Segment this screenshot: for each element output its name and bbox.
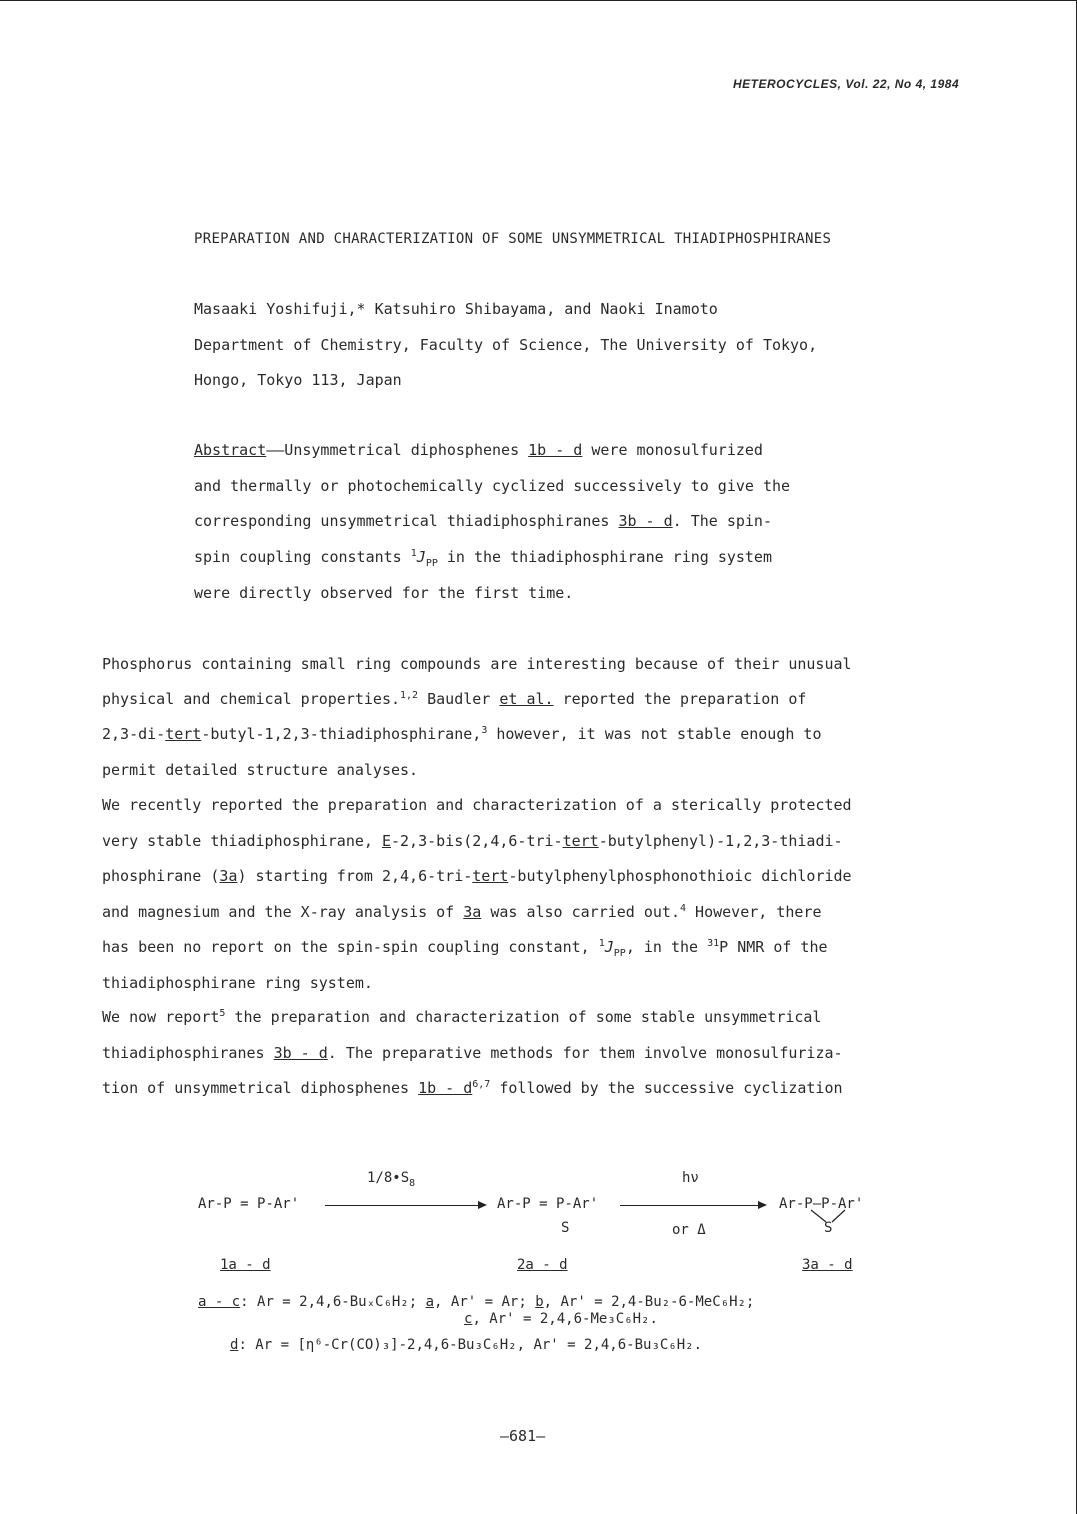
reaction-arrow-2 [620,1205,765,1206]
compound-3-sulfur: S [824,1220,833,1236]
affiliation-line-2: Hongo, Tokyo 113, Japan [194,371,402,389]
label-3a-d: 3a - d [802,1257,853,1273]
paper-title: PREPARATION AND CHARACTERIZATION OF SOME UNSYMMETRICAL THIADIPHOSPHIRANES [194,231,832,247]
compound-2: Ar-P = P-Ar' [497,1196,599,1212]
body-p3-line-2: thiadiphosphiranes 3b - d. The preparative methods for them involve monosulfuriza- [102,1044,843,1062]
abstract-line-2: and thermally or photochemically cyclized successively to give the [194,477,791,495]
definition-c: c, Ar' = 2,4,6-Me₃C₆H₂. [464,1311,658,1327]
compound-2-sulfur: S [561,1220,570,1236]
body-p1-line-2: physical and chemical properties.$^{1,2}$ Baudler et al. reported the preparation of [102,690,807,708]
page-border-top [0,0,1077,1]
definition-a-c: a - c: Ar = 2,4,6-BuₓC₆H₂; a, Ar' = Ar; b, Ar' = 2,4-Bu₂-6-MeC₆H₂; [198,1294,755,1310]
abstract-line-4: spin coupling constants $^1J_{PP}$ in the thiadiphosphirane ring system [194,548,772,569]
abstract-label: Abstract [194,441,267,459]
reagent-light: hν [682,1170,699,1186]
body-p1-line-4: permit detailed structure analyses. [102,761,419,779]
ref-1b-d: 1b - d [528,441,583,459]
body-p1-line-1: Phosphorus containing small ring compounds are interesting because of their unusual [102,655,852,673]
label-2a-d: 2a - d [517,1257,568,1273]
body-p2-line-3: phosphirane (3a) starting from 2,4,6-tri-tert-butylphenylphosphonothioic dichloride [102,867,852,885]
compound-1: Ar-P = P-Ar' [198,1196,300,1212]
body-p2-line-6: thiadiphosphirane ring system. [102,974,373,992]
body-p1-line-3: 2,3-di-tert-butyl-1,2,3-thiadiphosphirane,$^3$ however, it was not stable enough to [102,725,822,743]
body-p3-line-1: We now report$^5$ the preparation and characterization of some stable unsymmetrical [102,1008,822,1026]
definition-d: d: Ar = [η⁶-Cr(CO)₃]-2,4,6-Bu₃C₆H₂, Ar' = 2,4,6-Bu₃C₆H₂. [230,1337,703,1353]
reaction-arrow-1 [325,1205,485,1206]
body-p2-line-5: has been no report on the spin-spin coupling constant, $^1J_{PP}$, in the $^{31}$P NMR of the [102,938,828,959]
body-p3-line-3: tion of unsymmetrical diphosphenes $1b - d^{6,7}$ followed by the successive cyclization [102,1079,843,1097]
reagent-sulfur: $1/8•S_8$ [367,1170,416,1189]
body-p2-line-4: and magnesium and the X-ray analysis of 3a was also carried out.$^4$ However, there [102,903,822,921]
ref-3b-d: 3b - d [618,512,673,530]
page-number: —681— [500,1427,546,1445]
authors: Masaaki Yoshifuji,* Katsuhiro Shibayama, and Naoki Inamoto [194,300,718,318]
compound-3: Ar-P—P-Ar' [779,1196,864,1212]
abstract-line-1: Abstract——Unsymmetrical diphosphenes 1b - d were monosulfurized [194,441,763,459]
body-p2-line-2: very stable thiadiphosphirane, E-2,3-bis(2,4,6-tri-tert-butylphenyl)-1,2,3-thiadi- [102,832,843,850]
body-p2-line-1: We recently reported the preparation and characterization of a sterically protected [102,796,852,814]
reagent-heat: or Δ [672,1222,706,1238]
abstract-line-3: corresponding unsymmetrical thiadiphosphiranes 3b - d. The spin- [194,512,772,530]
affiliation-line-1: Department of Chemistry, Faculty of Science, The University of Tokyo, [194,336,818,354]
label-1a-d: 1a - d [220,1257,271,1273]
abstract-line-5: were directly observed for the first time. [194,584,574,602]
journal-header: HETEROCYCLES, Vol. 22, No 4, 1984 [733,77,960,91]
